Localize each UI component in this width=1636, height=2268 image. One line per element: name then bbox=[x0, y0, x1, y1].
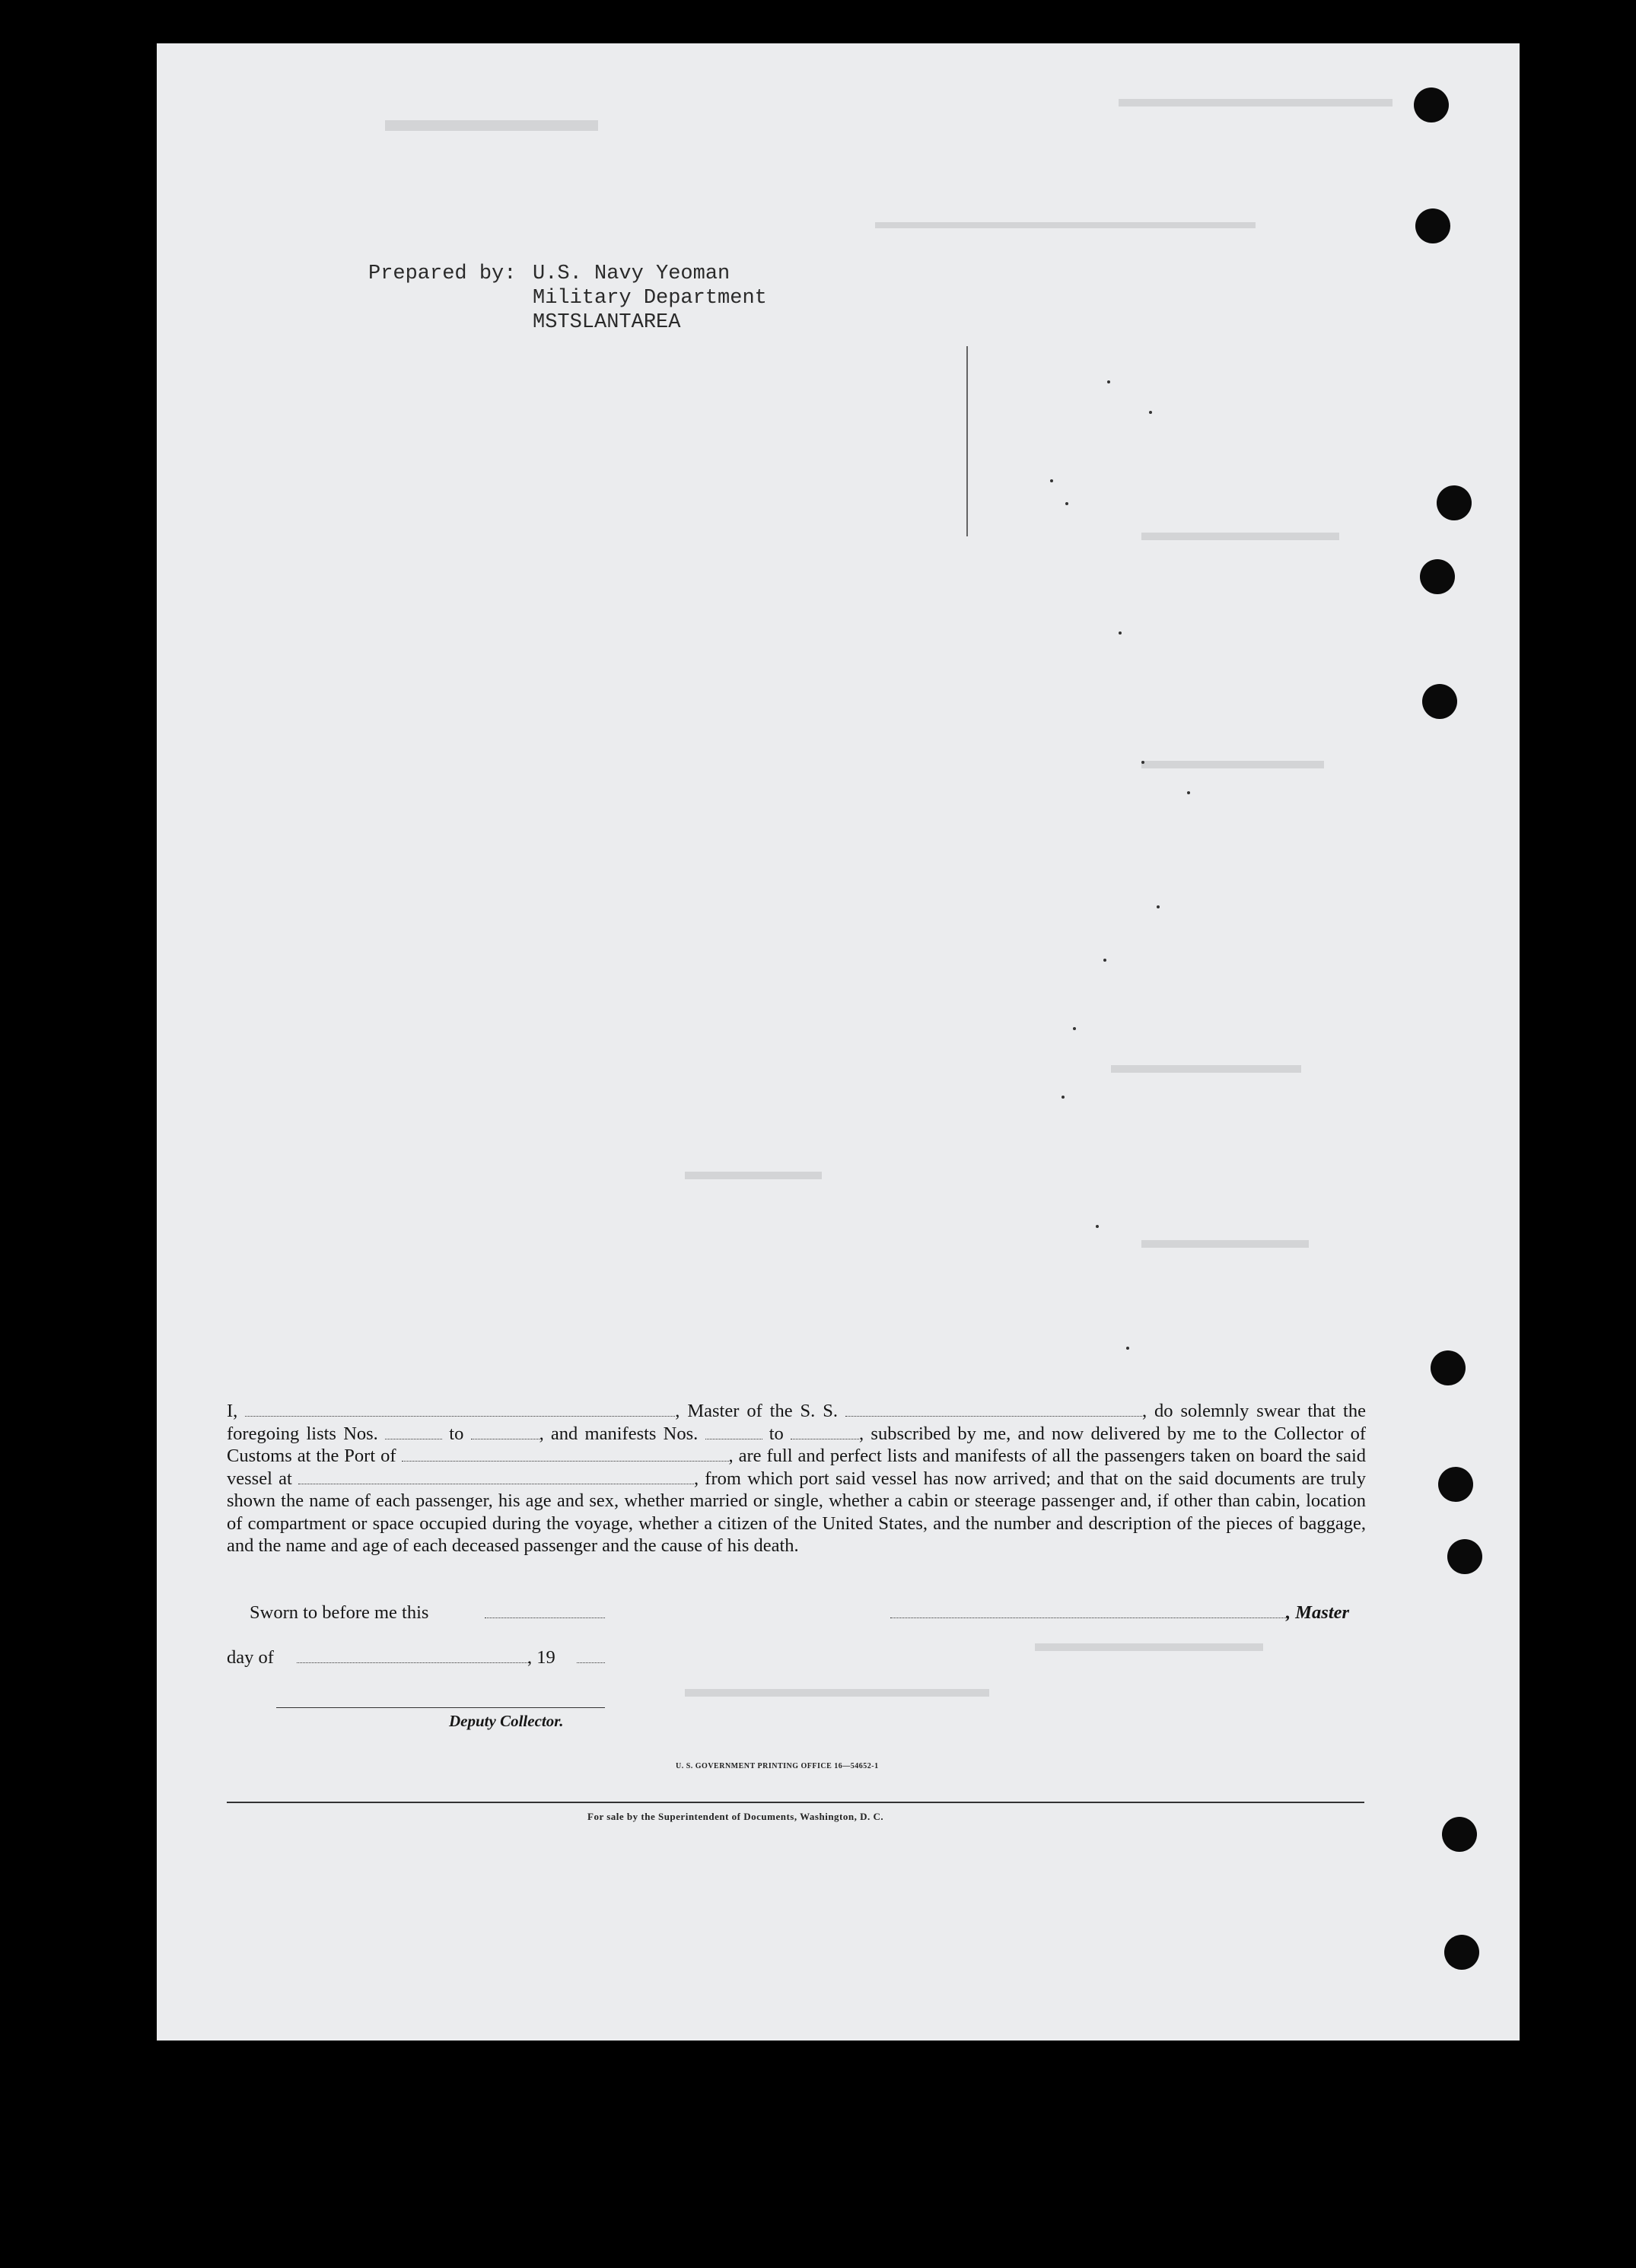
binder-hole bbox=[1415, 208, 1450, 243]
oath-text: , subscribed by me, and now delivered by me to the Collector of Customs at the Port of bbox=[227, 1423, 1367, 1466]
bleed-through-mark bbox=[385, 120, 598, 131]
binder-hole bbox=[1447, 1539, 1482, 1574]
speck bbox=[1187, 791, 1190, 794]
binder-hole bbox=[1437, 485, 1472, 520]
master-name-blank bbox=[245, 1402, 675, 1417]
month-blank bbox=[297, 1649, 529, 1663]
speck bbox=[1157, 905, 1160, 908]
sworn-label: Sworn to before me this bbox=[250, 1602, 429, 1623]
bleed-through-mark bbox=[1119, 99, 1393, 107]
speck bbox=[1107, 380, 1110, 383]
for-sale-notice: For sale by the Superintendent of Documents, Washington, D. C. bbox=[587, 1811, 884, 1822]
binder-hole bbox=[1442, 1817, 1477, 1852]
speck bbox=[1061, 1096, 1065, 1099]
deputy-collector-label: Deputy Collector. bbox=[449, 1712, 564, 1730]
speck bbox=[1073, 1027, 1076, 1030]
binder-hole bbox=[1438, 1467, 1473, 1502]
footer-rule bbox=[227, 1802, 1364, 1803]
speck bbox=[1141, 761, 1144, 764]
prepared-by-line-1: U.S. Navy Yeoman bbox=[533, 262, 730, 285]
oath-text: , from which port said vessel has now arrived; and that on the said documents are truly shown the name of each passenger, his age and sex, whether married or single, whether a cabin or steerage passenger and, if other than cabin, location of compartment or space occupied during the voyage, whether a citizen of the United States, and the number and description of the pieces of baggage, and the name and age of each deceased passenger and the cause of his death. bbox=[227, 1468, 1367, 1556]
master-signature-blank bbox=[890, 1604, 1286, 1618]
bleed-through-mark bbox=[1141, 533, 1339, 540]
sworn-day-blank bbox=[485, 1604, 605, 1618]
prepared-by-line-3: MSTSLANTAREA bbox=[533, 311, 681, 334]
manifest-no-from-blank bbox=[705, 1425, 762, 1439]
bleed-through-mark bbox=[1111, 1065, 1301, 1073]
deputy-signature-line bbox=[276, 1707, 605, 1708]
speck bbox=[1065, 502, 1068, 505]
oath-text: , Master of the S. S. bbox=[675, 1401, 839, 1421]
bleed-through-mark bbox=[875, 222, 1256, 228]
oath-text: , and manifests Nos. bbox=[539, 1423, 699, 1444]
prepared-by-label: Prepared by: bbox=[368, 262, 517, 285]
oath-text: to bbox=[769, 1423, 784, 1444]
speck bbox=[1119, 631, 1122, 635]
master-signature-label: , Master bbox=[1286, 1602, 1350, 1623]
embark-port-blank bbox=[298, 1470, 694, 1484]
binder-hole bbox=[1420, 559, 1455, 594]
binder-hole bbox=[1422, 684, 1457, 719]
bleed-through-mark bbox=[1141, 761, 1324, 768]
list-no-to-blank bbox=[471, 1425, 539, 1439]
bleed-through-mark bbox=[685, 1172, 822, 1179]
speck bbox=[1126, 1347, 1129, 1350]
oath-paragraph bbox=[227, 1400, 1366, 1557]
binder-hole bbox=[1431, 1350, 1466, 1385]
list-no-from-blank bbox=[385, 1425, 442, 1439]
year-label: , 19 bbox=[527, 1647, 555, 1668]
bleed-through-mark bbox=[1035, 1643, 1263, 1651]
document-page bbox=[157, 43, 1520, 2041]
oath-text: to bbox=[449, 1423, 464, 1444]
oath-text: I, bbox=[227, 1401, 238, 1421]
oath-text: , are full and perfect lists and manifests of all the passengers taken on board the said vessel at bbox=[227, 1446, 1367, 1489]
binder-hole bbox=[1414, 87, 1449, 122]
day-of-label: day of bbox=[227, 1647, 274, 1668]
bleed-through-mark bbox=[1141, 1240, 1309, 1248]
speck bbox=[1050, 479, 1053, 482]
bleed-through-mark bbox=[685, 1689, 989, 1697]
port-blank bbox=[402, 1447, 729, 1462]
printing-office-imprint: U. S. GOVERNMENT PRINTING OFFICE 16—54652-1 bbox=[676, 1762, 879, 1770]
speck bbox=[1096, 1225, 1099, 1228]
binder-hole bbox=[1444, 1935, 1479, 1970]
ship-name-blank bbox=[845, 1402, 1142, 1417]
oath-text: , do solemnly swear that the foregoing lists Nos. bbox=[227, 1401, 1366, 1444]
speck bbox=[1149, 411, 1152, 414]
year-blank bbox=[577, 1649, 605, 1663]
speck bbox=[1103, 959, 1106, 962]
manifest-no-to-blank bbox=[791, 1425, 859, 1439]
bleed-through-mark bbox=[966, 346, 968, 536]
prepared-by-line-2: Military Department bbox=[533, 287, 767, 310]
